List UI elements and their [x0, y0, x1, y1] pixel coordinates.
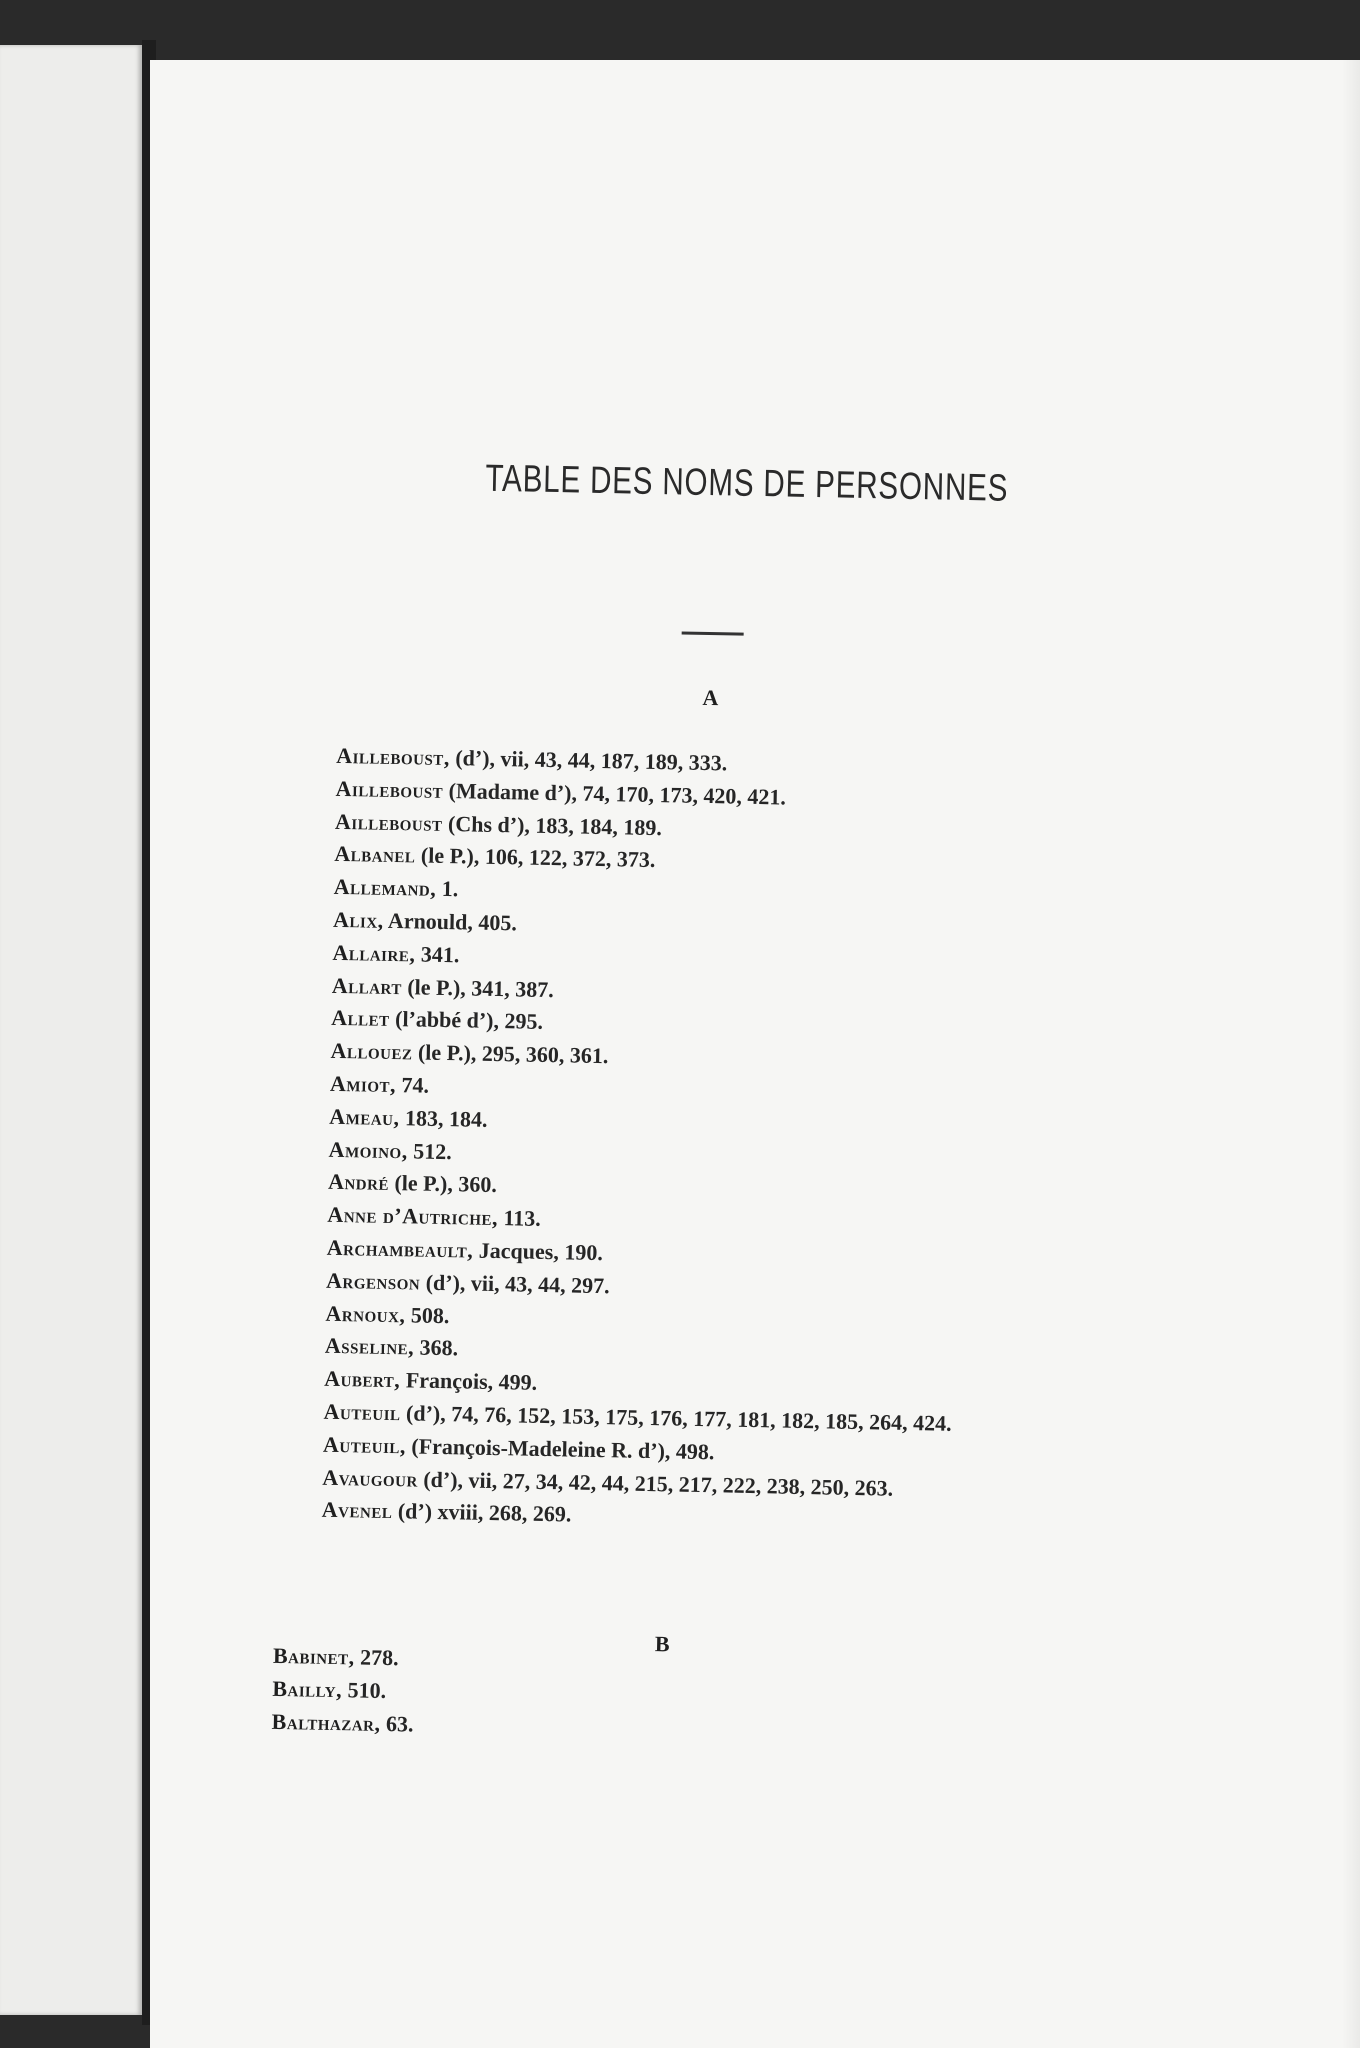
- entry-name: Argenson: [325, 1267, 421, 1295]
- entry-references: (François-Madeleine R. d’), 498.: [405, 1433, 715, 1464]
- entry-name: Auteuil,: [322, 1431, 407, 1459]
- index-entries-b: [271, 1640, 1133, 1755]
- entry-references: 1.: [436, 876, 459, 902]
- entry-name: Allemand,: [333, 874, 437, 902]
- entry-name: Arnoux,: [325, 1300, 406, 1327]
- entry-name: Avaugour: [322, 1464, 419, 1492]
- entry-references: 183, 184.: [399, 1104, 488, 1132]
- entry-name: Ameau,: [329, 1103, 400, 1130]
- entry-name: Ailleboust: [335, 775, 444, 803]
- entry-name: Avenel: [321, 1497, 393, 1524]
- entry-references: (le P.), 295, 360, 361.: [412, 1039, 609, 1069]
- entry-name: Amoino,: [328, 1136, 408, 1163]
- page-content: [120, 49, 1360, 2048]
- entry-name: Anne d’Autriche,: [327, 1201, 499, 1231]
- entry-references: (d’) xviii, 268, 269.: [392, 1498, 572, 1527]
- entry-name: Allaire,: [332, 939, 416, 967]
- entry-references: 74.: [395, 1072, 430, 1098]
- entry-name: Alix,: [332, 906, 384, 933]
- entry-references: 278.: [354, 1644, 399, 1671]
- entry-references: Jacques, 190.: [473, 1237, 604, 1266]
- entry-references: Arnould, 405.: [383, 907, 518, 936]
- entry-references: 113.: [497, 1205, 542, 1232]
- page-title: TABLE DES NOMS DE PERSONNES: [485, 457, 1009, 510]
- entry-references: François, 499.: [400, 1367, 538, 1395]
- entry-name: Aubert,: [324, 1365, 401, 1393]
- entry-name: Asseline,: [324, 1333, 415, 1360]
- entry-name: Ailleboust,: [336, 742, 451, 771]
- section-letter-a: A: [702, 684, 719, 711]
- entry-name: André: [327, 1169, 390, 1196]
- entry-references: 341.: [415, 941, 460, 968]
- entry-references: (le P.), 341, 387.: [401, 973, 555, 1002]
- entry-references: (d’), 74, 76, 152, 153, 175, 176, 177, 181, 182, 185, 264, 424.: [400, 1400, 952, 1436]
- entry-name: Ailleboust: [334, 808, 443, 836]
- entry-references: (Chs d’), 183, 184, 189.: [442, 810, 663, 840]
- entry-references: (Madame d’), 74, 170, 173, 420, 421.: [442, 777, 787, 810]
- section-letter-b: B: [654, 1631, 670, 1657]
- entry-references: 63.: [380, 1710, 414, 1737]
- entry-name: Amiot,: [329, 1070, 397, 1098]
- entry-name: Albanel: [334, 841, 416, 868]
- entry-name: Allart: [331, 972, 403, 999]
- entry-name: Babinet,: [272, 1642, 355, 1670]
- entry-references: 508.: [405, 1301, 450, 1328]
- entry-name: Auteuil: [323, 1398, 401, 1426]
- entry-references: 512.: [407, 1137, 452, 1164]
- entry-name: Archambeault,: [326, 1234, 474, 1263]
- entry-references: (l’abbé d’), 295.: [389, 1006, 544, 1035]
- entry-name: Bailly,: [272, 1675, 343, 1702]
- entry-references: (d’), vii, 43, 44, 187, 189, 333.: [449, 745, 728, 776]
- entry-name: Allouez: [330, 1037, 413, 1065]
- index-entries-a: [321, 740, 1196, 1543]
- entry-references: (d’), vii, 27, 34, 42, 44, 215, 217, 222, 238, 250, 263.: [417, 1466, 894, 1501]
- left-page-edge: [0, 45, 142, 2015]
- entry-references: 368.: [413, 1334, 459, 1361]
- entry-name: Balthazar,: [271, 1708, 381, 1736]
- entry-name: Allet: [330, 1005, 390, 1032]
- entry-references: (le P.), 106, 122, 372, 373.: [415, 842, 656, 873]
- entry-references: (d’), vii, 43, 44, 297.: [420, 1269, 610, 1298]
- title-divider: [682, 631, 744, 635]
- entry-references: 510.: [341, 1676, 387, 1703]
- entry-references: (le P.), 360.: [388, 1170, 498, 1198]
